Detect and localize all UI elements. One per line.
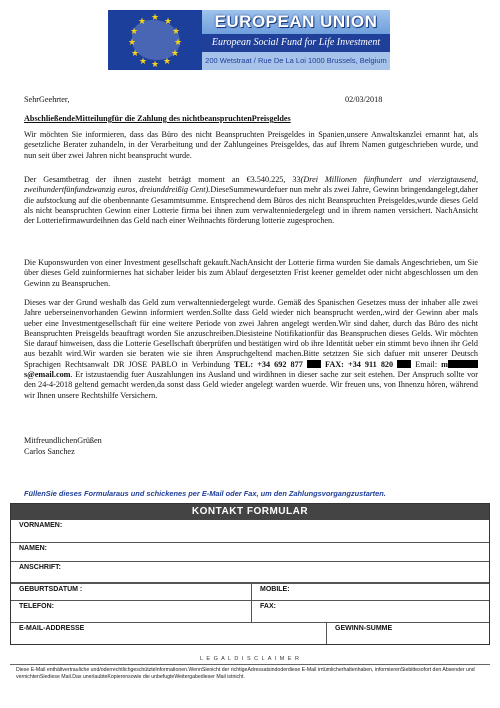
email-field[interactable]: E-MAIL-ADDRESSE (19, 625, 85, 632)
letter-date: 02/03/2018 (345, 95, 383, 104)
star-icon: ★ (163, 57, 172, 67)
email-label: Email: (415, 359, 438, 369)
redaction-block (307, 360, 321, 368)
paragraph-1: Wir möchten Sie informieren, dass das Büro des nicht Beanspruchten Preisgeldes in Spanien,unsere Anwaltskanzlei ernannt hat, als gesetzliche Berater zuhandeln, in der Verarbeitung und der Zahlungeines Preisgeldes, das auf Ihrem Namen gutgeschrieben wurde, und nun seit über zwei Jahren nicht beansprucht wurde. (24, 130, 478, 160)
anschrift-field[interactable]: ANSCHRIFT: (19, 564, 61, 571)
vorname-field[interactable]: VORNAMEN: (19, 522, 63, 529)
legal-text: Diese E-Mail enthältvertrauliche und/oderrechtlichgeschütztelnformationen.WennSienicht der richtigeAdressatsindoderdiese E-Mail irrtümlicherhaltenhaben, informierenSiebittesofort den Absender und vernichtenSiediese Mail.Das unerlaubteKopierensowie die unbefugteWeitergabedieser Mail istnicht. (16, 667, 475, 680)
form-row-birth-mobile (11, 582, 489, 600)
legal-title: L E G A L D I S C L A I M E R (10, 656, 490, 665)
geburtsdatum-field[interactable]: GEBURTSDATUM : (19, 586, 83, 593)
legal-disclaimer (10, 656, 490, 683)
telephone-number: TEL: +34 692 877 (234, 359, 303, 369)
paragraph-4-start: Dieses war der Grund weshalb das Geld zum verwaltenniedergelegt wurde. Gemäß des Spanischen Gesetzes muss der inhaber alle zwei Jahre ueberseinenvorhanden Gewinn informiert werden.Sollte dass Geld wieder nich beansprucht werden,.wird der Gewinn aber mals ueber eine Investmentgesellschaft für eine weitere Periode von zwei Jahren angelegt werden.Wir sind daher, durch das Büro des nicht Beanspruchten Preisgelds beauftragt worden Sie anzuschreiben.Diesisteine Notifikationfür das Beanspruchen dieses Gelds. Wir möchten Sie darauf hinweisen, dass die Lotterie Gesellschaft überprüfen und bestätigen wird ob ihre Identität ueber ein stimmt bevo ihnen ihr Geld aus bezahlt wird.Wir warden sie beraten wie sie ihren Anspruchgeltend machen.Bitte setztzen Sie sich dafuer mit unserer Deutsch Sprachigen Rechtsanwalt DR JOSE PABLO in Verbindung (24, 298, 478, 369)
closing: MitfreundlichenGrüßen (24, 436, 102, 445)
paragraph-2 (24, 175, 478, 226)
salutation: SehrGeehrter, (24, 95, 70, 104)
eu-banner (108, 10, 390, 70)
email-start: m (441, 359, 448, 369)
fax-number: FAX: +34 911 820 (324, 359, 394, 369)
form-title: KONTAKT FORMULAR (11, 504, 489, 520)
star-icon: ★ (164, 17, 173, 27)
star-icon: ★ (174, 38, 183, 48)
star-icon: ★ (172, 27, 181, 37)
eu-flag-logo (108, 10, 202, 70)
name-field[interactable]: NAMEN: (19, 545, 47, 552)
star-icon: ★ (128, 38, 137, 48)
email-address: s@email.com (24, 370, 71, 380)
paragraph-3: Die Kuponswurden von einer Investment gesellschaft gekauft.NachAnsicht der Lotterie firma wurden Sie damals Angeschrieben, um Sie über dieses Geld zuinformiernes hat sichaber leider bis zum Ablauf dergesetzten Frist keener gemeldet oder nicht abgeschlossen um den Gewinn zu Beanspruchen. (24, 258, 478, 288)
star-icon: ★ (139, 57, 148, 67)
eu-address: 200 Wetstraat / Rue De La Loi 1000 Brussels, Belgium (202, 52, 390, 70)
paragraph-4-end: . Er istzustaendig fuer Auszahlungen ins Ausland und wirdihnen in dieser sache zur seit estehen. Der Anspruch sollte vor den 24-4-2018 geltend gemacht werden,da sonst dass Geld wieder angelegt warden wuerde. Wir freuen uns, von Ihnenzu hören, während wir Ihnen unsere Rechtshilfe Versichern. (24, 370, 478, 400)
eu-subtitle: European Social Fund for Life Investment (202, 34, 390, 52)
fax-field[interactable]: FAX: (251, 601, 489, 622)
form-row-email-gewinn (11, 622, 489, 644)
gewinn-summe-field[interactable]: GEWINN-SUMME (326, 623, 489, 644)
form-instruction: FüllenSie dieses Formularaus und schickenes per E-Mail oder Fax, um den Zahlungsvorgangzustarten. (24, 489, 386, 498)
paragraph-4 (24, 298, 478, 401)
form-row-name (11, 542, 489, 561)
form-row-phone-fax (11, 600, 489, 622)
star-icon: ★ (151, 13, 160, 23)
paragraph-2-rest: DieseSummewurdefuer nun mehr als zwei Jahre, Gewinn bringendangelegt,daher die aufstockung auf die obenbennante Gesammtsumme. Entsprechend dem Büros des nicht Beanspruchten Preisgeldes,wurde dieses Geld als nicht beanspruchten Gewinn einer Lotterie firma bei ihnen zum verwaltenniedergelegt und in ihrem namen versichert. NachAnsicht der Lotteriefirmawurdeihnen das Geld nach einer Weihnachts förderung lotterie zugesprochen. (24, 185, 479, 226)
contact-form (10, 503, 490, 645)
redaction-block (448, 360, 478, 368)
redaction-block (397, 360, 411, 368)
star-icon: ★ (131, 49, 140, 59)
mobile-field[interactable]: MOBILE: (251, 584, 489, 600)
star-icon: ★ (130, 27, 139, 37)
signature-name: Carlos Sanchez (24, 447, 75, 456)
form-row-anschrift (11, 561, 489, 582)
star-icon: ★ (151, 60, 160, 70)
amount-text: Der Gesamtbetrag der ihnen zusteht beträgt moment an €3.540.225, 33 (24, 175, 301, 184)
star-icon: ★ (171, 49, 180, 59)
letter-subject: AbschließendeMitteilungfür die Zahlung des nichtbeanspruchtenPreisgeldes (24, 114, 291, 123)
telefon-field[interactable]: TELEFON: (19, 603, 54, 610)
amount-words: (Drei Millionen fünfhundert und vierzigtausend, zweihundertfünfundzwanzig euros, dreiunddreißig Cent). (24, 175, 478, 195)
eu-title: EUROPEAN UNION (202, 10, 390, 34)
star-icon: ★ (138, 17, 147, 27)
form-row-vorname (11, 520, 489, 542)
